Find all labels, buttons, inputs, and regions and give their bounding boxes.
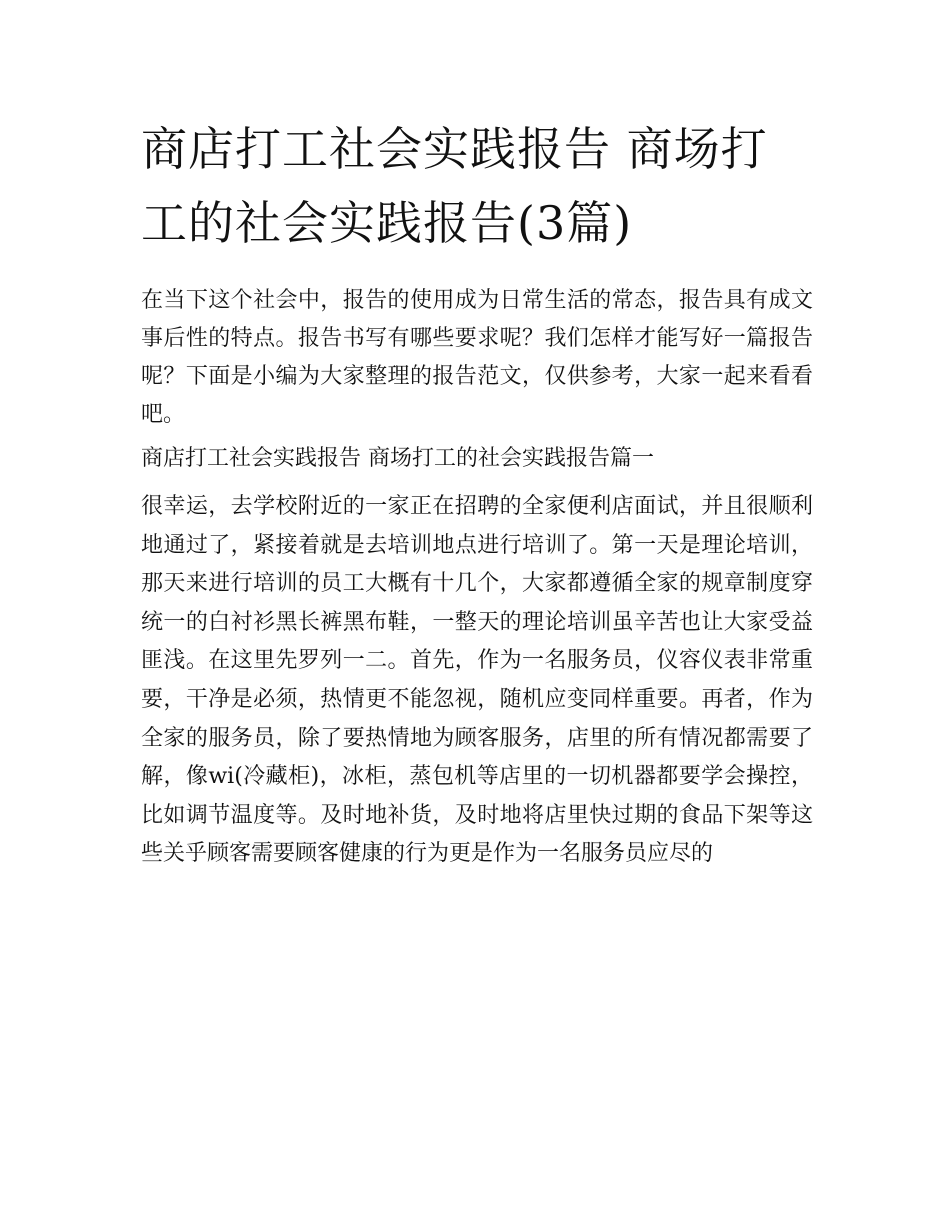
intro-paragraph: 在当下这个社会中，报告的使用成为日常生活的常态，报告具有成文事后性的特点。报告书写有哪些要求呢？我们怎样才能写好一篇报告呢？下面是小编为大家整理的报告范文，仅供参考，大家一起来看看吧。 [141, 288, 813, 427]
document-title: 商店打工社会实践报告 商场打工的社会实践报告(3篇) [141, 122, 768, 250]
body-paragraph: 很幸运，去学校附近的一家正在招聘的全家便利店面试，并且很顺利地通过了，紧接着就是去培训地点进行培训了。第一天是理论培训，那天来进行培训的员工大概有十几个，大家都遵循全家的规章制度穿统一的白衬衫黑长裤黑布鞋，一整天的理论培训虽辛苦也让大家受益匪浅。在这里先罗列一二。首先，作为一名服务员，仪容仪表非常重要，干净是必须，热情更不能忽视，随机应变同样重要。再者，作为全家的服务员，除了要热情地为顾客服务，店里的所有情况都需要了解，像wi(冷藏柜)，冰柜，蒸包机等店里的一切机器都要学会操控，比如调节温度等。及时地补货，及时地将店里快过期的食品下架等这些关乎顾客需要顾客健康的行为更是作为一名服务员应尽的 [141, 494, 813, 867]
document-page [141, 112, 813, 874]
section-heading: 商店打工社会实践报告 商场打工的社会实践报告篇一 [141, 446, 654, 471]
